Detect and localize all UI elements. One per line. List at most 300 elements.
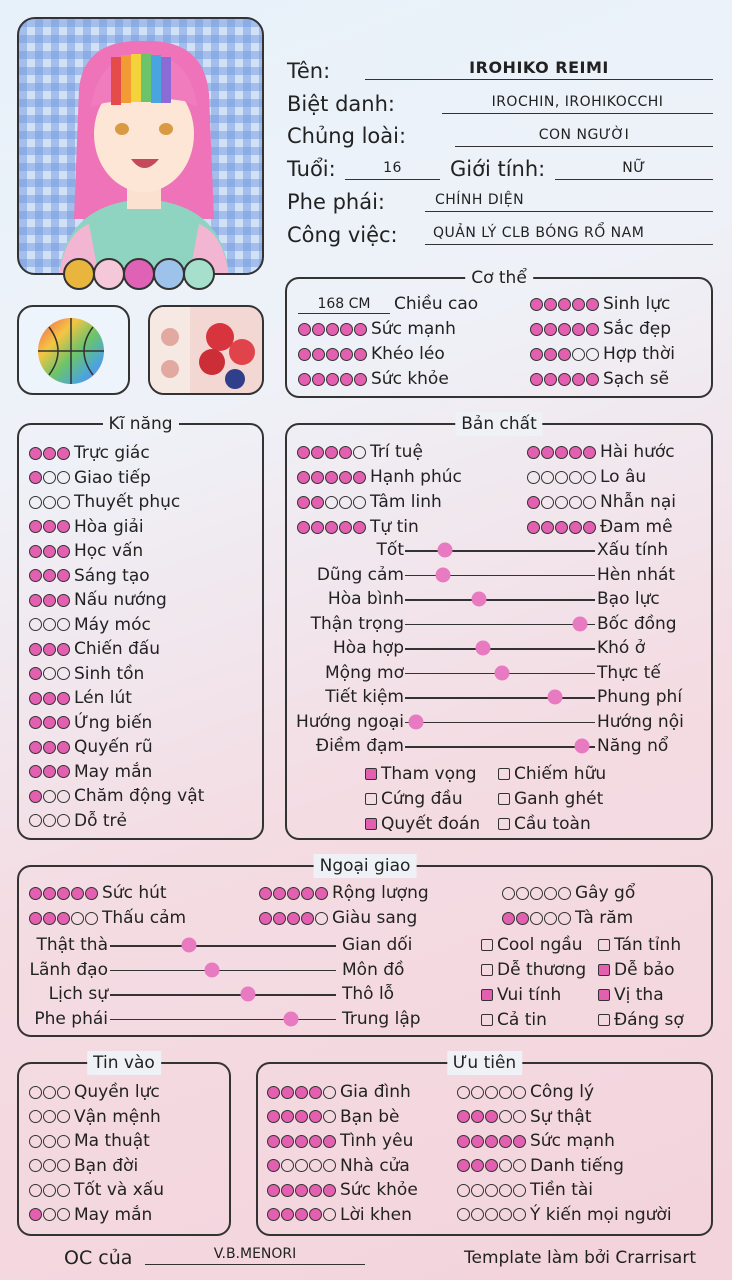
rating-dot[interactable] <box>43 1159 56 1172</box>
body-stat-1-rating <box>298 323 367 336</box>
nature-stat-8 <box>527 515 673 539</box>
rating-dot[interactable] <box>583 521 596 534</box>
rating-dot[interactable] <box>457 1159 470 1172</box>
rating-dot[interactable] <box>485 1208 498 1221</box>
rating-dot[interactable] <box>471 1086 484 1099</box>
nature-slider-5-track[interactable] <box>405 648 595 650</box>
rating-dot[interactable] <box>29 1184 42 1197</box>
rating-dot[interactable] <box>572 323 585 336</box>
rating-dot[interactable] <box>325 471 338 484</box>
rating-dot[interactable] <box>499 1184 512 1197</box>
rating-dot[interactable] <box>569 521 582 534</box>
rating-dot[interactable] <box>502 887 515 900</box>
social-check-1[interactable] <box>481 933 583 957</box>
social-slider-1-knob[interactable] <box>182 938 197 953</box>
rating-dot[interactable] <box>43 1135 56 1148</box>
rating-dot[interactable] <box>583 496 596 509</box>
skill-16 <box>29 809 127 833</box>
social-slider-4-knob[interactable] <box>283 1011 298 1026</box>
rating-dot[interactable] <box>516 912 529 925</box>
rating-dot[interactable] <box>555 521 568 534</box>
skill-15 <box>29 784 204 808</box>
rating-dot[interactable] <box>516 887 529 900</box>
rating-dot[interactable] <box>29 790 42 803</box>
rating-dot[interactable] <box>57 1208 70 1221</box>
rating-dot[interactable] <box>29 1159 42 1172</box>
rating-dot[interactable] <box>502 912 515 925</box>
rating-dot[interactable] <box>354 373 367 386</box>
palette-swatch-5 <box>183 258 215 290</box>
social-slider-3-track[interactable] <box>110 994 336 996</box>
rating-dot[interactable] <box>485 1110 498 1123</box>
rating-dot[interactable] <box>281 1208 294 1221</box>
rating-dot[interactable] <box>586 373 599 386</box>
nature-slider-2-knob[interactable] <box>436 567 451 582</box>
rating-dot[interactable] <box>572 373 585 386</box>
nature-slider-6-knob[interactable] <box>494 665 509 680</box>
priority-7 <box>457 1080 594 1104</box>
character-drawing <box>19 19 264 275</box>
rating-dot[interactable] <box>569 496 582 509</box>
social-check-5[interactable] <box>481 983 561 1007</box>
rating-dot[interactable] <box>569 471 582 484</box>
rating-dot[interactable] <box>499 1110 512 1123</box>
rating-dot[interactable] <box>71 887 84 900</box>
rating-dot[interactable] <box>558 373 571 386</box>
rating-dot[interactable] <box>43 1208 56 1221</box>
nature-slider-3[interactable] <box>0 588 732 610</box>
rating-dot[interactable] <box>325 446 338 459</box>
rating-dot[interactable] <box>315 912 328 925</box>
rating-dot[interactable] <box>43 471 56 484</box>
rating-dot[interactable] <box>71 912 84 925</box>
rating-dot[interactable] <box>544 348 557 361</box>
rating-dot[interactable] <box>43 520 56 533</box>
rating-dot[interactable] <box>29 1086 42 1099</box>
rating-dot[interactable] <box>530 348 543 361</box>
rating-dot[interactable] <box>281 1159 294 1172</box>
rating-dot[interactable] <box>513 1184 526 1197</box>
rating-dot[interactable] <box>326 348 339 361</box>
rating-dot[interactable] <box>281 1086 294 1099</box>
rating-dot[interactable] <box>541 446 554 459</box>
rating-dot[interactable] <box>323 1086 336 1099</box>
rating-dot[interactable] <box>57 471 70 484</box>
rating-dot[interactable] <box>57 765 70 778</box>
belief-4 <box>29 1154 138 1178</box>
rating-dot[interactable] <box>323 1208 336 1221</box>
rating-dot[interactable] <box>312 348 325 361</box>
rating-dot[interactable] <box>301 912 314 925</box>
rating-dot[interactable] <box>267 1208 280 1221</box>
social-slider-2-right-label: Môn đồ <box>342 959 405 980</box>
rating-dot[interactable] <box>541 471 554 484</box>
rating-dot[interactable] <box>267 1110 280 1123</box>
priority-7-label: Công lý <box>530 1082 595 1102</box>
rating-dot[interactable] <box>513 1135 526 1148</box>
nature-slider-6[interactable] <box>0 662 732 684</box>
rating-dot[interactable] <box>29 520 42 533</box>
social-check-4-checkbox[interactable] <box>598 964 610 976</box>
rating-dot[interactable] <box>259 887 272 900</box>
rating-dot[interactable] <box>29 814 42 827</box>
nature-slider-2[interactable] <box>0 564 732 586</box>
rating-dot[interactable] <box>457 1110 470 1123</box>
nature-slider-8-knob[interactable] <box>409 714 424 729</box>
rating-dot[interactable] <box>57 1184 70 1197</box>
nature-check-4[interactable] <box>498 787 603 811</box>
rating-dot[interactable] <box>544 323 557 336</box>
nature-slider-1[interactable] <box>0 539 732 561</box>
social-check-8-checkbox[interactable] <box>598 1014 610 1026</box>
rating-dot[interactable] <box>57 520 70 533</box>
social-slider-2-knob[interactable] <box>204 962 219 977</box>
rating-dot[interactable] <box>57 814 70 827</box>
rating-dot[interactable] <box>43 887 56 900</box>
nature-slider-4-knob[interactable] <box>572 616 587 631</box>
nature-slider-5-knob[interactable] <box>475 641 490 656</box>
rating-dot[interactable] <box>281 1110 294 1123</box>
nature-slider-3-knob[interactable] <box>472 592 487 607</box>
rating-dot[interactable] <box>527 521 540 534</box>
social-stat-2 <box>29 906 186 930</box>
rating-dot[interactable] <box>267 1184 280 1197</box>
nature-check-2-checkbox[interactable] <box>498 768 510 780</box>
nature-slider-1-knob[interactable] <box>437 543 452 558</box>
rating-dot[interactable] <box>485 1086 498 1099</box>
rating-dot[interactable] <box>339 521 352 534</box>
social-stat-1-label: Sức hút <box>102 883 167 903</box>
priority-8 <box>457 1105 592 1129</box>
rating-dot[interactable] <box>43 447 56 460</box>
rating-dot[interactable] <box>583 471 596 484</box>
social-slider-2-track[interactable] <box>110 970 336 972</box>
rating-dot[interactable] <box>57 912 70 925</box>
rating-dot[interactable] <box>309 1184 322 1197</box>
rating-dot[interactable] <box>57 1159 70 1172</box>
rating-dot[interactable] <box>340 323 353 336</box>
rating-dot[interactable] <box>43 1110 56 1123</box>
rating-dot[interactable] <box>527 446 540 459</box>
nature-check-2[interactable] <box>498 762 606 786</box>
rating-dot[interactable] <box>555 496 568 509</box>
rating-dot[interactable] <box>311 521 324 534</box>
rating-dot[interactable] <box>281 1135 294 1148</box>
rating-dot[interactable] <box>339 496 352 509</box>
rating-dot[interactable] <box>471 1135 484 1148</box>
rating-dot[interactable] <box>297 446 310 459</box>
rating-dot[interactable] <box>471 1110 484 1123</box>
rating-dot[interactable] <box>353 521 366 534</box>
rating-dot[interactable] <box>527 496 540 509</box>
rating-dot[interactable] <box>298 348 311 361</box>
belief-5-label: Tốt và xấu <box>74 1180 164 1200</box>
social-slider-4-track[interactable] <box>110 1019 336 1021</box>
rating-dot[interactable] <box>544 298 557 311</box>
rating-dot[interactable] <box>485 1184 498 1197</box>
belief-5 <box>29 1178 164 1202</box>
nature-check-5-checkbox[interactable] <box>365 818 377 830</box>
social-check-8-label: Đáng sợ <box>614 1010 684 1030</box>
rating-dot[interactable] <box>569 446 582 459</box>
nature-check-6[interactable] <box>498 812 591 836</box>
rating-dot[interactable] <box>558 887 571 900</box>
rating-dot[interactable] <box>544 373 557 386</box>
rating-dot[interactable] <box>29 471 42 484</box>
nature-slider-9[interactable] <box>0 735 732 757</box>
rating-dot[interactable] <box>326 323 339 336</box>
nature-check-1[interactable] <box>365 762 477 786</box>
rating-dot[interactable] <box>43 1086 56 1099</box>
rating-dot[interactable] <box>572 348 585 361</box>
rating-dot[interactable] <box>267 1159 280 1172</box>
rating-dot[interactable] <box>530 323 543 336</box>
rating-dot[interactable] <box>295 1159 308 1172</box>
rating-dot[interactable] <box>457 1208 470 1221</box>
nature-slider-7[interactable] <box>0 686 732 708</box>
nature-check-4-checkbox[interactable] <box>498 793 510 805</box>
belief-4-label: Bạn đời <box>74 1155 139 1176</box>
rating-dot[interactable] <box>57 887 70 900</box>
nature-slider-6-right-label: Thực tế <box>597 662 661 683</box>
nature-stat-6 <box>527 465 646 489</box>
rating-dot[interactable] <box>298 323 311 336</box>
rating-dot[interactable] <box>558 323 571 336</box>
rating-dot[interactable] <box>323 1159 336 1172</box>
rating-dot[interactable] <box>323 1135 336 1148</box>
rating-dot[interactable] <box>555 446 568 459</box>
rating-dot[interactable] <box>29 1135 42 1148</box>
rating-dot[interactable] <box>295 1208 308 1221</box>
rating-dot[interactable] <box>29 496 42 509</box>
rating-dot[interactable] <box>297 496 310 509</box>
rating-dot[interactable] <box>354 348 367 361</box>
belief-6-rating <box>29 1208 70 1221</box>
social-check-5-label: Vui tính <box>497 985 562 1005</box>
rating-dot[interactable] <box>499 1159 512 1172</box>
rating-dot[interactable] <box>471 1159 484 1172</box>
social-check-2[interactable] <box>598 933 681 957</box>
rating-dot[interactable] <box>29 1208 42 1221</box>
rating-dot[interactable] <box>326 373 339 386</box>
social-check-8[interactable] <box>598 1008 684 1032</box>
rating-dot[interactable] <box>57 496 70 509</box>
rating-dot[interactable] <box>281 1184 294 1197</box>
rating-dot[interactable] <box>513 1159 526 1172</box>
rating-dot[interactable] <box>309 1208 322 1221</box>
rating-dot[interactable] <box>586 348 599 361</box>
rating-dot[interactable] <box>309 1135 322 1148</box>
rating-dot[interactable] <box>43 814 56 827</box>
rating-dot[interactable] <box>312 373 325 386</box>
rating-dot[interactable] <box>259 912 272 925</box>
rating-dot[interactable] <box>29 765 42 778</box>
rating-dot[interactable] <box>85 887 98 900</box>
nature-slider-8-track[interactable] <box>405 722 595 724</box>
skill-5-label: Học vấn <box>74 541 144 561</box>
rating-dot[interactable] <box>29 447 42 460</box>
social-check-3-checkbox[interactable] <box>481 964 493 976</box>
rating-dot[interactable] <box>43 496 56 509</box>
social-check-6-checkbox[interactable] <box>598 989 610 1001</box>
rating-dot[interactable] <box>57 1086 70 1099</box>
rating-dot[interactable] <box>85 912 98 925</box>
nature-slider-9-track[interactable] <box>405 746 595 748</box>
priority-3-label: Tình yêu <box>340 1131 414 1151</box>
rating-dot[interactable] <box>586 298 599 311</box>
rating-dot[interactable] <box>544 887 557 900</box>
rating-dot[interactable] <box>353 446 366 459</box>
rating-dot[interactable] <box>572 298 585 311</box>
rating-dot[interactable] <box>558 348 571 361</box>
rating-dot[interactable] <box>471 1208 484 1221</box>
rating-dot[interactable] <box>325 521 338 534</box>
rating-dot[interactable] <box>267 1135 280 1148</box>
rating-dot[interactable] <box>558 912 571 925</box>
social-check-2-label: Tán tỉnh <box>614 935 682 955</box>
rating-dot[interactable] <box>471 1184 484 1197</box>
rating-dot[interactable] <box>297 521 310 534</box>
rating-dot[interactable] <box>513 1110 526 1123</box>
rating-dot[interactable] <box>353 471 366 484</box>
rating-dot[interactable] <box>57 447 70 460</box>
rating-dot[interactable] <box>43 790 56 803</box>
social-slider-1-track[interactable] <box>110 945 336 947</box>
rating-dot[interactable] <box>311 471 324 484</box>
nature-slider-7-knob[interactable] <box>548 690 563 705</box>
rating-dot[interactable] <box>530 373 543 386</box>
rating-dot[interactable] <box>513 1086 526 1099</box>
social-check-4[interactable] <box>598 958 675 982</box>
rating-dot[interactable] <box>586 323 599 336</box>
rating-dot[interactable] <box>301 887 314 900</box>
rating-dot[interactable] <box>530 298 543 311</box>
rating-dot[interactable] <box>295 1086 308 1099</box>
rating-dot[interactable] <box>544 912 557 925</box>
rating-dot[interactable] <box>287 912 300 925</box>
rating-dot[interactable] <box>530 887 543 900</box>
nature-slider-2-track[interactable] <box>405 575 595 577</box>
rating-dot[interactable] <box>273 887 286 900</box>
rating-dot[interactable] <box>309 1086 322 1099</box>
social-check-2-checkbox[interactable] <box>598 939 610 951</box>
social-check-6[interactable] <box>598 983 664 1007</box>
rating-dot[interactable] <box>57 1110 70 1123</box>
social-slider-3-knob[interactable] <box>240 987 255 1002</box>
rating-dot[interactable] <box>29 887 42 900</box>
nature-slider-3-track[interactable] <box>405 599 595 601</box>
nature-slider-4-track[interactable] <box>405 624 595 626</box>
nature-slider-8[interactable] <box>0 711 732 733</box>
rating-dot[interactable] <box>339 471 352 484</box>
rating-dot[interactable] <box>457 1184 470 1197</box>
rating-dot[interactable] <box>354 323 367 336</box>
social-check-5-checkbox[interactable] <box>481 989 493 1001</box>
nature-slider-9-knob[interactable] <box>574 739 589 754</box>
rating-dot[interactable] <box>340 373 353 386</box>
nature-slider-1-track[interactable] <box>405 550 595 552</box>
rating-dot[interactable] <box>312 323 325 336</box>
rating-dot[interactable] <box>323 1184 336 1197</box>
rating-dot[interactable] <box>323 1110 336 1123</box>
rating-dot[interactable] <box>43 1184 56 1197</box>
rating-dot[interactable] <box>311 446 324 459</box>
rating-dot[interactable] <box>499 1086 512 1099</box>
rating-dot[interactable] <box>485 1159 498 1172</box>
rating-dot[interactable] <box>29 1110 42 1123</box>
rating-dot[interactable] <box>311 496 324 509</box>
social-check-1-label: Cool ngầu <box>497 935 583 955</box>
nature-slider-7-right-label: Phung phí <box>597 687 683 707</box>
social-check-7[interactable] <box>481 1008 547 1032</box>
rating-dot[interactable] <box>298 373 311 386</box>
rating-dot[interactable] <box>499 1135 512 1148</box>
rating-dot[interactable] <box>558 298 571 311</box>
nature-check-1-checkbox[interactable] <box>365 768 377 780</box>
rating-dot[interactable] <box>485 1135 498 1148</box>
rating-dot[interactable] <box>541 496 554 509</box>
rating-dot[interactable] <box>297 471 310 484</box>
rating-dot[interactable] <box>29 912 42 925</box>
beliefs-title: Tin vào <box>87 1051 161 1075</box>
rating-dot[interactable] <box>57 790 70 803</box>
rating-dot[interactable] <box>353 496 366 509</box>
rating-dot[interactable] <box>583 446 596 459</box>
rating-dot[interactable] <box>541 521 554 534</box>
rating-dot[interactable] <box>527 471 540 484</box>
rating-dot[interactable] <box>287 887 300 900</box>
rating-dot[interactable] <box>457 1086 470 1099</box>
rating-dot[interactable] <box>457 1135 470 1148</box>
rating-dot[interactable] <box>295 1184 308 1197</box>
rating-dot[interactable] <box>555 471 568 484</box>
nature-slider-3-right-label: Bạo lực <box>597 589 660 609</box>
rating-dot[interactable] <box>339 446 352 459</box>
rating-dot[interactable] <box>309 1159 322 1172</box>
nature-check-5[interactable] <box>365 812 480 836</box>
rating-dot[interactable] <box>295 1135 308 1148</box>
nature-check-6-checkbox[interactable] <box>498 818 510 830</box>
rating-dot[interactable] <box>57 1135 70 1148</box>
skill-4-rating <box>29 520 70 533</box>
priority-12 <box>457 1203 672 1227</box>
nature-check-1-label: Tham vọng <box>381 764 477 784</box>
social-check-3[interactable] <box>481 958 586 982</box>
social-check-1-checkbox[interactable] <box>481 939 493 951</box>
nature-slider-5[interactable] <box>0 637 732 659</box>
rating-dot[interactable] <box>43 765 56 778</box>
rating-dot[interactable] <box>315 887 328 900</box>
rating-dot[interactable] <box>43 912 56 925</box>
rating-dot[interactable] <box>309 1110 322 1123</box>
nature-slider-7-track[interactable] <box>405 697 595 699</box>
name-value: IROHIKO REIMI <box>365 57 713 80</box>
nature-check-3[interactable] <box>365 787 463 811</box>
nature-slider-4[interactable] <box>0 613 732 635</box>
rating-dot[interactable] <box>325 496 338 509</box>
rating-dot[interactable] <box>499 1208 512 1221</box>
rating-dot[interactable] <box>273 912 286 925</box>
rating-dot[interactable] <box>513 1208 526 1221</box>
social-check-7-checkbox[interactable] <box>481 1014 493 1026</box>
rating-dot[interactable] <box>340 348 353 361</box>
rating-dot[interactable] <box>530 912 543 925</box>
nature-slider-8-left-label: Hướng ngoại <box>295 711 404 732</box>
rating-dot[interactable] <box>267 1086 280 1099</box>
nature-check-3-checkbox[interactable] <box>365 793 377 805</box>
rating-dot[interactable] <box>295 1110 308 1123</box>
social-slider-4-left-label: Phe phái <box>34 1008 108 1029</box>
